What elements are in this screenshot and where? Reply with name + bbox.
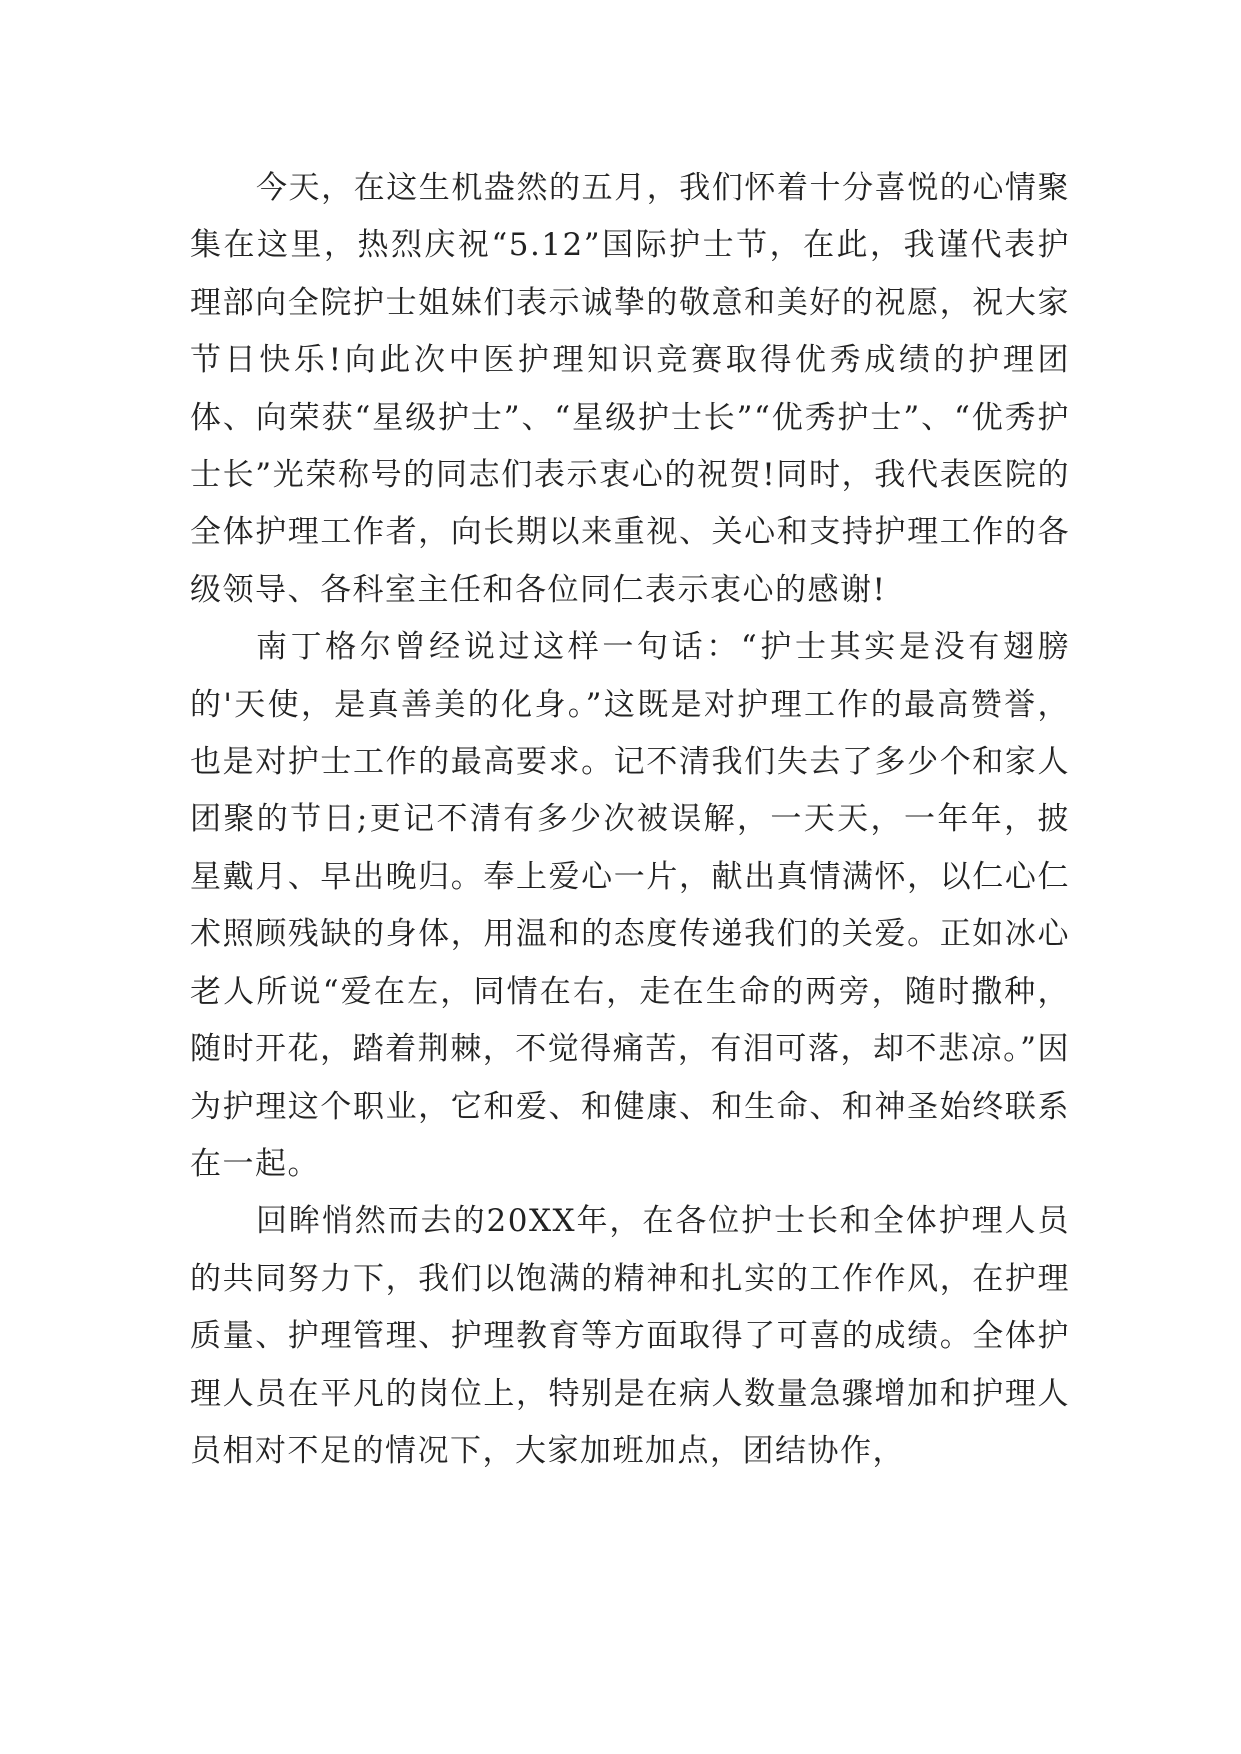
- paragraph-1: 今天，在这生机盎然的五月，我们怀着十分喜悦的心情聚集在这里，热烈庆祝“5.12”国际护士节，在此，我谨代表护理部向全院护士姐妹们表示诚挚的敬意和美好的祝愿，祝大家节日快乐!向此次中医护理知识竞赛取得优秀成绩的护理团体、向荣获“星级护士”、“星级护士长”“优秀护士”、“优秀护士长”光荣称号的同志们表示衷心的祝贺!同时，我代表医院的全体护理工作者，向长期以来重视、关心和支持护理工作的各级领导、各科室主任和各位同仁表示衷心的感谢!: [190, 170, 1070, 608]
- paragraph-2: 南丁格尔曾经说过这样一句话：“护士其实是没有翅膀的'天使，是真善美的化身。”这既是对护理工作的最高赞誉，也是对护士工作的最高要求。记不清我们失去了多少个和家人团聚的节日;更记不清有多少次被误解，一天天，一年年，披星戴月、早出晚归。奉上爱心一片，献出真情满怀，以仁心仁术照顾残缺的身体，用温和的态度传递我们的关爱。正如冰心老人所说“爱在左，同情在右，走在生命的两旁，随时撒种，随时开花，踏着荆棘，不觉得痛苦，有泪可落，却不悲凉。”因为护理这个职业，它和爱、和健康、和生命、和神圣始终联系在一起。: [190, 629, 1070, 1182]
- paragraph-3: 回眸悄然而去的20XX年，在各位护士长和全体护理人员的共同努力下，我们以饱满的精神和扎实的工作作风，在护理质量、护理管理、护理教育等方面取得了可喜的成绩。全体护理人员在平凡的岗位上，特别是在病人数量急骤增加和护理人员相对不足的情况下，大家加班加点，团结协作，: [190, 1203, 1070, 1469]
- document-body: [190, 160, 1070, 1480]
